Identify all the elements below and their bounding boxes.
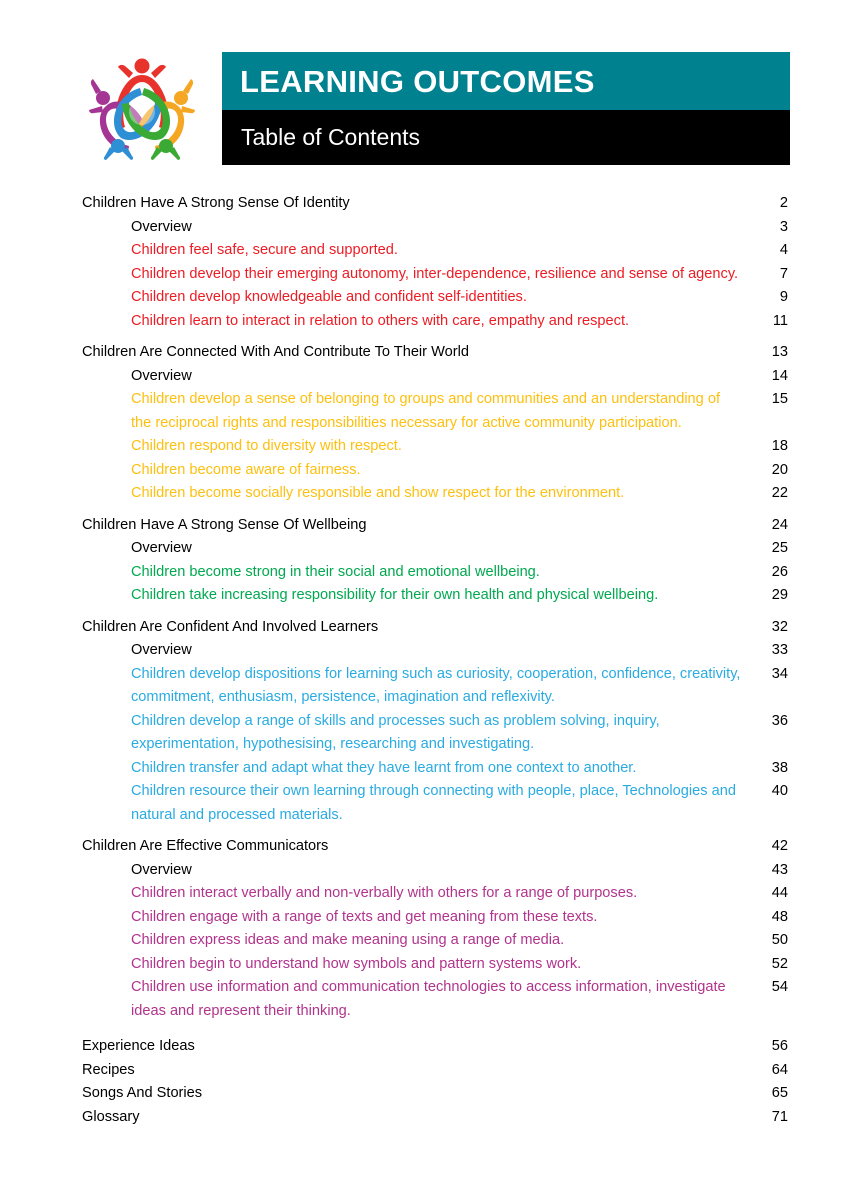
toc-page-number: 56: [771, 1038, 788, 1054]
section-spacer: [82, 827, 788, 835]
toc-item-row[interactable]: [82, 310, 788, 334]
toc-page-number: 13: [771, 344, 788, 360]
toc-item-row[interactable]: [82, 882, 788, 906]
toc-item-row[interactable]: [82, 435, 788, 459]
toc-item-label: Children develop knowledgeable and confident self-identities.: [131, 289, 527, 305]
toc-overview-label: Overview: [131, 861, 192, 878]
toc-overview-label: Overview: [131, 218, 192, 235]
toc-item-label: Children resource their own learning through connecting with people, place, Technologies and natural and processed materials.: [131, 783, 736, 823]
toc-heading-label: Children Are Effective Communicators: [82, 838, 329, 854]
toc-page-number: 24: [771, 516, 788, 533]
toc-page-number: 7: [779, 265, 788, 282]
toc-item-label: Children become strong in their social and emotional wellbeing.: [131, 563, 540, 580]
toc-overview-row[interactable]: [82, 639, 788, 663]
toc-item-row[interactable]: [82, 953, 788, 977]
page-subtitle: Table of Contents: [241, 124, 421, 150]
toc-page-number: 33: [771, 642, 788, 658]
toc-backmatter-row[interactable]: [82, 1106, 788, 1130]
toc-page-number: 25: [771, 540, 788, 556]
toc-overview-label: Overview: [131, 540, 192, 556]
toc-page-number: 50: [771, 932, 788, 948]
toc-backmatter-row[interactable]: [82, 1082, 788, 1106]
toc-item-row[interactable]: [82, 482, 788, 506]
toc-backmatter-label: Recipes: [82, 1061, 135, 1078]
toc-item-label: Children begin to understand how symbols and pattern systems work.: [131, 955, 582, 972]
toc-page-number: 3: [779, 218, 788, 235]
toc-overview-label: Overview: [131, 367, 192, 384]
toc-item-label: Children become socially responsible and show respect for the environment.: [131, 485, 625, 501]
toc-page-number: 2: [779, 195, 788, 211]
toc-item-label: Children take increasing responsibility for their own health and physical wellbeing.: [131, 587, 659, 603]
toc-heading-label: Children Are Connected With And Contribute To Their World: [82, 344, 469, 360]
toc-item-row[interactable]: [82, 561, 788, 585]
toc-heading-label: Children Are Confident And Involved Learners: [82, 618, 379, 635]
toc-item-row[interactable]: [82, 388, 788, 435]
toc-overview-label: Overview: [131, 642, 192, 658]
toc-item-row[interactable]: [82, 459, 788, 483]
toc-page-number: 64: [771, 1061, 788, 1078]
toc-page-number: 43: [771, 861, 788, 878]
toc-page-number: 34: [771, 665, 788, 682]
toc-page-number: 40: [771, 783, 788, 799]
back-matter-spacer: [82, 1023, 788, 1035]
toc-item-label: Children feel safe, secure and supported.: [131, 242, 398, 258]
toc-item-row[interactable]: [82, 906, 788, 930]
toc-overview-row[interactable]: [82, 859, 788, 883]
toc-page-number: 65: [771, 1085, 788, 1101]
toc-page-number: 20: [771, 461, 788, 478]
toc-backmatter-label: Songs And Stories: [82, 1085, 203, 1101]
five-people-circle-logo-icon: [88, 50, 196, 160]
page-title: LEARNING OUTCOMES: [240, 63, 595, 99]
toc-page-number: 15: [771, 391, 788, 407]
subtitle-bar-black: [222, 110, 790, 165]
toc-page-number: 48: [771, 908, 788, 925]
toc-item-row[interactable]: [82, 286, 788, 310]
toc-item-label: Children develop dispositions for learning such as curiosity, cooperation, confidence, creativity, commitment, enthusiasm, persistence, imagination and reflexivity.: [131, 665, 741, 705]
toc-section-heading[interactable]: [82, 341, 788, 365]
toc-item-row[interactable]: [82, 780, 788, 827]
toc-item-label: Children use information and communication technologies to access information, investigate ideas and represent their thinking.: [131, 979, 726, 1019]
toc-page-number: 42: [771, 838, 788, 854]
toc-page-number: 38: [771, 759, 788, 776]
toc-overview-row[interactable]: [82, 537, 788, 561]
toc-item-row[interactable]: [82, 976, 788, 1023]
toc-item-label: Children develop their emerging autonomy, inter-dependence, resilience and sense of agency.: [131, 265, 739, 282]
toc-item-label: Children develop a range of skills and processes such as problem solving, inquiry, experimentation, hypothesising, researching and investigating.: [131, 712, 660, 752]
toc-item-row[interactable]: [82, 239, 788, 263]
header-title-bars: [222, 52, 790, 165]
toc-item-label: Children express ideas and make meaning using a range of media.: [131, 932, 565, 948]
toc-backmatter-label: Experience Ideas: [82, 1038, 195, 1054]
toc-page-number: 22: [771, 485, 788, 501]
toc-overview-row[interactable]: [82, 216, 788, 240]
toc-item-label: Children transfer and adapt what they have learnt from one context to another.: [131, 759, 637, 776]
toc-section-heading[interactable]: [82, 514, 788, 538]
section-spacer: [82, 506, 788, 514]
toc-section-heading[interactable]: [82, 835, 788, 859]
toc-section-heading[interactable]: [82, 616, 788, 640]
section-spacer: [82, 333, 788, 341]
toc-page-number: 11: [772, 312, 788, 329]
toc-overview-row[interactable]: [82, 365, 788, 389]
toc-page-number: 54: [771, 979, 788, 995]
toc-item-label: Children develop a sense of belonging to groups and communities and an understanding of the reciprocal rights and responsibilities necessary for active community participation.: [131, 391, 721, 431]
toc-page-number: 4: [779, 242, 788, 258]
page-header: [0, 42, 848, 170]
toc-item-row[interactable]: [82, 263, 788, 287]
toc-item-row[interactable]: [82, 584, 788, 608]
table-of-contents: [82, 192, 788, 1129]
toc-page-number: 52: [771, 955, 788, 972]
toc-backmatter-label: Glossary: [82, 1108, 140, 1125]
toc-item-label: Children become aware of fairness.: [131, 461, 361, 478]
toc-item-label: Children respond to diversity with respect.: [131, 438, 402, 454]
toc-backmatter-row[interactable]: [82, 1059, 788, 1083]
toc-section-heading[interactable]: [82, 192, 788, 216]
toc-page-number: 29: [771, 587, 788, 603]
toc-page-number: 9: [779, 289, 788, 305]
toc-page-number: 44: [771, 885, 788, 901]
section-spacer: [82, 608, 788, 616]
toc-page-number: 32: [771, 618, 788, 635]
toc-page-number: 14: [771, 367, 788, 384]
toc-page-number: 71: [771, 1108, 788, 1125]
toc-backmatter-row[interactable]: [82, 1035, 788, 1059]
toc-item-label: Children learn to interact in relation to others with care, empathy and respect.: [131, 312, 630, 329]
title-bar-teal: [222, 52, 790, 110]
toc-page-number: 18: [771, 438, 788, 454]
toc-page-number: 36: [771, 712, 788, 729]
toc-item-row[interactable]: [82, 757, 788, 781]
toc-heading-label: Children Have A Strong Sense Of Wellbeing: [82, 516, 367, 533]
toc-item-row[interactable]: [82, 929, 788, 953]
toc-item-label: Children engage with a range of texts and get meaning from these texts.: [131, 908, 598, 925]
toc-heading-label: Children Have A Strong Sense Of Identity: [82, 195, 350, 211]
toc-item-row[interactable]: [82, 710, 788, 757]
toc-page-number: 26: [771, 563, 788, 580]
toc-item-row[interactable]: [82, 663, 788, 710]
toc-item-label: Children interact verbally and non-verbally with others for a range of purposes.: [131, 885, 638, 901]
